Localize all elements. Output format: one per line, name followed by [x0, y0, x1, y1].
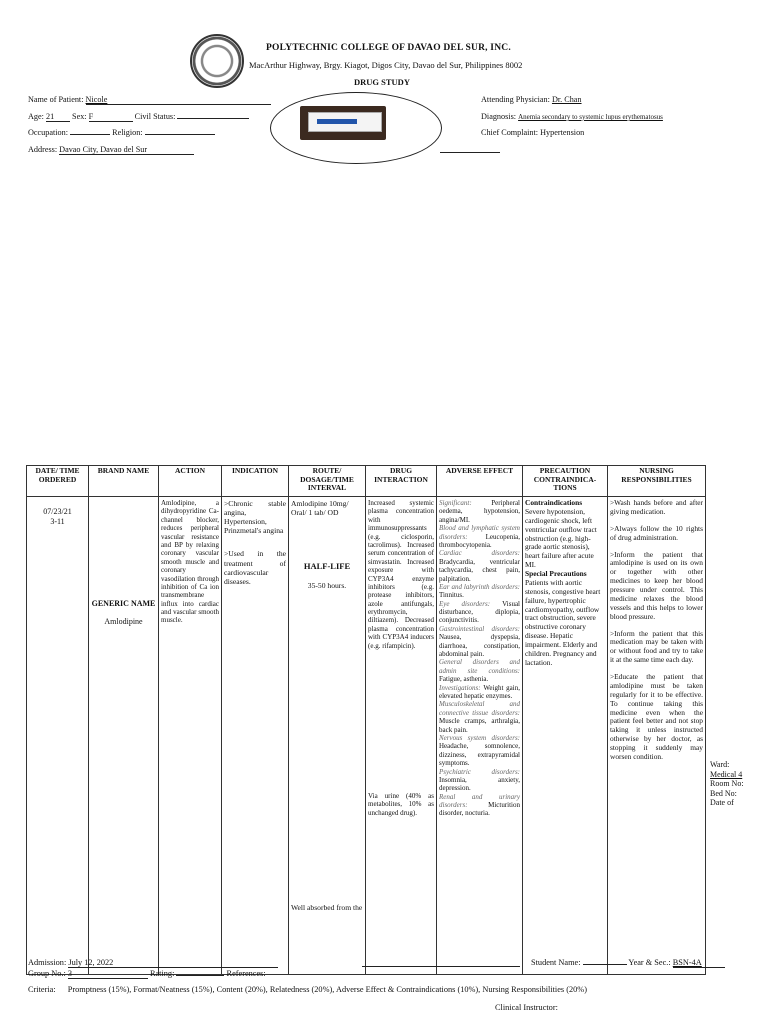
nursing-cell	[608, 497, 706, 975]
indication-cell	[222, 497, 289, 975]
route-text: Amlodipine 10mg/ Oral/ 1 tab/ OD	[291, 499, 349, 518]
adverse-system: Psychiatric disorders:	[439, 767, 520, 776]
adverse-effect-item	[439, 734, 520, 768]
adverse-effect-item	[439, 793, 520, 818]
adverse-system: Renal and urinary disorders:	[439, 792, 520, 810]
precaution-cell	[523, 497, 608, 975]
ward-info: Ward: Medical 4 Room No: Bed No: Date of	[710, 760, 754, 808]
document-title: DRUG STUDY	[354, 77, 410, 87]
college-seal	[190, 34, 244, 88]
special-precautions-text: Patients with aortic stenosis, congestive heart failure, hypertrophic cardiomyopathy, outflow tract obstruction, severe obstructive coronary disease. Hepatic impairment. Elderly and children. Pregnancy and lactation.	[525, 577, 601, 667]
patient-name-row: Name of Patient: Nicole	[28, 95, 271, 105]
header-interaction: DRUG INTERACTION	[366, 466, 437, 497]
drug-box-image	[308, 112, 382, 132]
adverse-text: Muscle cramps, arthralgia, back pain.	[439, 717, 520, 734]
adverse-system: Nervous system disorders:	[439, 733, 520, 742]
adverse-effect-item	[439, 658, 520, 683]
ward-value: Medical 4	[710, 769, 743, 779]
diagnosis-row: Diagnosis: Anemia secondary to systemic lupus erythematosus	[481, 112, 663, 121]
halflife-label: HALF-LIFE	[303, 561, 351, 572]
age-sex-row: Age: 21 Sex: F Civil Status:	[28, 112, 249, 122]
adverse-effect-item	[439, 700, 520, 734]
complaint-row: Chief Complaint: Hypertension	[481, 128, 585, 137]
adverse-effect-item	[439, 625, 520, 659]
indication-2: >Used in the treatment of cardiovascular diseases.	[224, 549, 286, 586]
adverse-text: Leucopenia, thrombocytopenia.	[439, 532, 520, 549]
interaction-text: Increased systemic plasma concentration with immunosuppressants (e.g. ciclosporin, tacrolimus). Increased serum concentration of simvastatin. Increased exposure with CYP3A4 enzyme inhibitors (e.g. protease inhibitors, azole antifungals, erythromycin, diltiazem). Decreased plasma concentration with CYP3A4 inducers (e.g. rifampicin).	[368, 499, 434, 650]
adverse-text: Visual disturbance, diplopia, conjunctivitis.	[439, 599, 520, 625]
nursing-item: >Inform the patient that this medication may be taken with or without food and try to take it at the same time each day.	[610, 628, 703, 665]
header-precaution: PRECAUTION CONTRAINDICA-TIONS	[523, 466, 608, 497]
drug-study-table	[26, 465, 706, 975]
table-header-row	[27, 466, 706, 497]
adverse-system: General disorders and admin site conditions:	[439, 658, 520, 675]
criteria-text: Promptness (15%), Format/Neatness (15%), Content (20%), Relatedness (20%), Adverse Effect & Contraindications (10%), Nursing Responsibilities (20%)	[67, 985, 587, 994]
physician: Dr. Chan	[551, 95, 582, 104]
adverse-system: Significant:	[439, 499, 492, 507]
table-row	[27, 497, 706, 975]
diagnosis: Anemia secondary to systemic lupus erythematosus	[518, 113, 663, 121]
signature-line	[362, 966, 520, 967]
adverse-text: Fatigue, asthenia.	[439, 675, 489, 684]
criteria-row: Criteria: Promptness (15%), Format/Neatness (15%), Content (20%), Relatedness (20%), Adverse Effect & Contraindications (10%), Nursing Responsibilities (20%)	[28, 985, 587, 994]
address-row: Address: Davao City, Davao del Sur	[28, 145, 194, 155]
patient-address: Davao City, Davao del Sur	[59, 145, 194, 155]
contraindications-text: Severe hypotension, cardiogenic shock, left ventricular outflow tract obstruction (e.g. high-grade aortic stenosis), heart failure after acute MI.	[525, 506, 597, 570]
adverse-effect-item	[439, 768, 520, 793]
adverse-text: Micturition disorder, nocturia.	[439, 801, 520, 818]
adverse-text: Headache, somnolence, dizziness, extrapyramidal symptoms.	[439, 742, 520, 768]
adverse-effect-item	[439, 499, 520, 524]
special-precautions-label: Special Precautions	[525, 569, 587, 578]
adverse-effect-item	[439, 600, 520, 625]
generic-name-label: GENERIC NAME	[91, 599, 156, 608]
adverse-system: Cardiac disorders:	[439, 549, 520, 558]
indication-1: >Chronic stable angina, Hypertension, Prinzmetal's angina	[224, 499, 286, 536]
interaction-cell	[366, 497, 437, 975]
adverse-system: Eye disorders:	[439, 599, 503, 608]
action-cell	[159, 497, 222, 975]
school-address: MacArthur Highway, Brgy. Kiagot, Digos City, Davao del Sur, Philippines 8002	[249, 60, 523, 70]
date-time: 07/23/21 3-11	[43, 507, 72, 526]
group-row: Group No.: 3 Rating: References:	[28, 969, 266, 978]
header-nursing: NURSING RESPONSIBILITIES	[608, 466, 706, 497]
group-number: 3	[68, 969, 148, 979]
absorption-text: Well absorbed from the	[291, 902, 363, 912]
adverse-effect-item	[439, 549, 520, 583]
photo-line	[440, 152, 500, 153]
adverse-system: Musculoskeletal and connective tissue disorders:	[439, 700, 520, 717]
header-route: ROUTE/ DOSAGE/TIME INTERVAL	[289, 466, 366, 497]
adverse-effect-item	[439, 524, 520, 549]
patient-age: 21	[46, 112, 70, 122]
excretion-text: Via urine (40% as metabolites, 10% as unchanged drug).	[368, 792, 434, 817]
adverse-effect-item	[439, 583, 520, 600]
adverse-text: Insomnia, anxiety, depression.	[439, 775, 520, 793]
action-text: Amlodipine, a dihydropyridine Ca-channel blocker, reduces peripheral vascular resistance and BP by relaxing coronary vascular smooth muscle and coronary vasodilation through inhibition of Ca ion transmembrane influx into cardiac and vascular smooth muscle.	[161, 499, 219, 625]
header-action: ACTION	[159, 466, 222, 497]
adverse-text: Bradycardia, ventricular tachycardia, chest pain, palpitation.	[439, 557, 520, 583]
adverse-text: Tinnitus.	[439, 591, 464, 600]
contraindications-label: Contraindications	[525, 498, 583, 507]
nursing-item: >Wash hands before and after giving medication.	[610, 498, 703, 516]
adverse-system: Blood and lymphatic system disorders:	[439, 524, 520, 541]
route-cell	[289, 497, 366, 975]
header-brand: BRAND NAME	[89, 466, 159, 497]
generic-name: Amlodipine	[104, 616, 143, 626]
admission-row: Admission: July 12, 2022	[28, 958, 278, 968]
nursing-item: >Educate the patient that amlodipine must be taken regularly for it to be effective. To continue taking this medicine even when the patient feel better and not stop taking it unless instructed otherwise by her doctor, as stopping it suddenly may worsen condition.	[610, 672, 703, 761]
adverse-text: Peripheral oedema, hypotension, angina/MI.	[439, 499, 520, 524]
nursing-item: >Inform the patient that amlodipine is used on its own or together with other medicines to keep her blood pressure under control. This medicine relaxes the blood vessels and this helps to lower blood pressure.	[610, 549, 703, 621]
admission-date: July 12, 2022	[68, 958, 278, 968]
adverse-cell	[437, 497, 523, 975]
brand-cell	[89, 497, 159, 975]
patient-sex: F	[89, 112, 133, 122]
halflife-value: 35-50 hours.	[307, 581, 347, 591]
adverse-system: Investigations:	[439, 683, 484, 692]
school-name: POLYTECHNIC COLLEGE OF DAVAO DEL SUR, INC.	[266, 43, 511, 53]
header-indication: INDICATION	[222, 466, 289, 497]
occupation-row: Occupation: Religion:	[28, 128, 215, 137]
physician-row: Attending Physician: Dr. Chan	[481, 95, 582, 104]
header-date: DATE/ TIME ORDERED	[27, 466, 89, 497]
adverse-text: Nausea, dyspepsia, diarrhoea, constipation, abdominal pain.	[439, 633, 520, 659]
chief-complaint: Hypertension	[540, 128, 585, 137]
year-section: BSN-4A	[673, 958, 725, 968]
student-row: Student Name: Year & Sec.: BSN-4A	[531, 958, 725, 968]
patient-name: Nicole	[86, 95, 271, 105]
header-adverse: ADVERSE EFFECT	[437, 466, 523, 497]
adverse-system: Gastrointestinal disorders:	[439, 624, 520, 633]
clinical-instructor: Clinical Instructor:	[495, 1003, 558, 1012]
date-cell	[27, 497, 89, 975]
adverse-text: Weight gain, elevated hepatic enzymes.	[439, 683, 520, 700]
adverse-system: Ear and labyrinth disorders:	[439, 582, 520, 591]
adverse-effect-item	[439, 684, 520, 701]
nursing-item: >Always follow the 10 rights of drug administration.	[610, 523, 703, 542]
